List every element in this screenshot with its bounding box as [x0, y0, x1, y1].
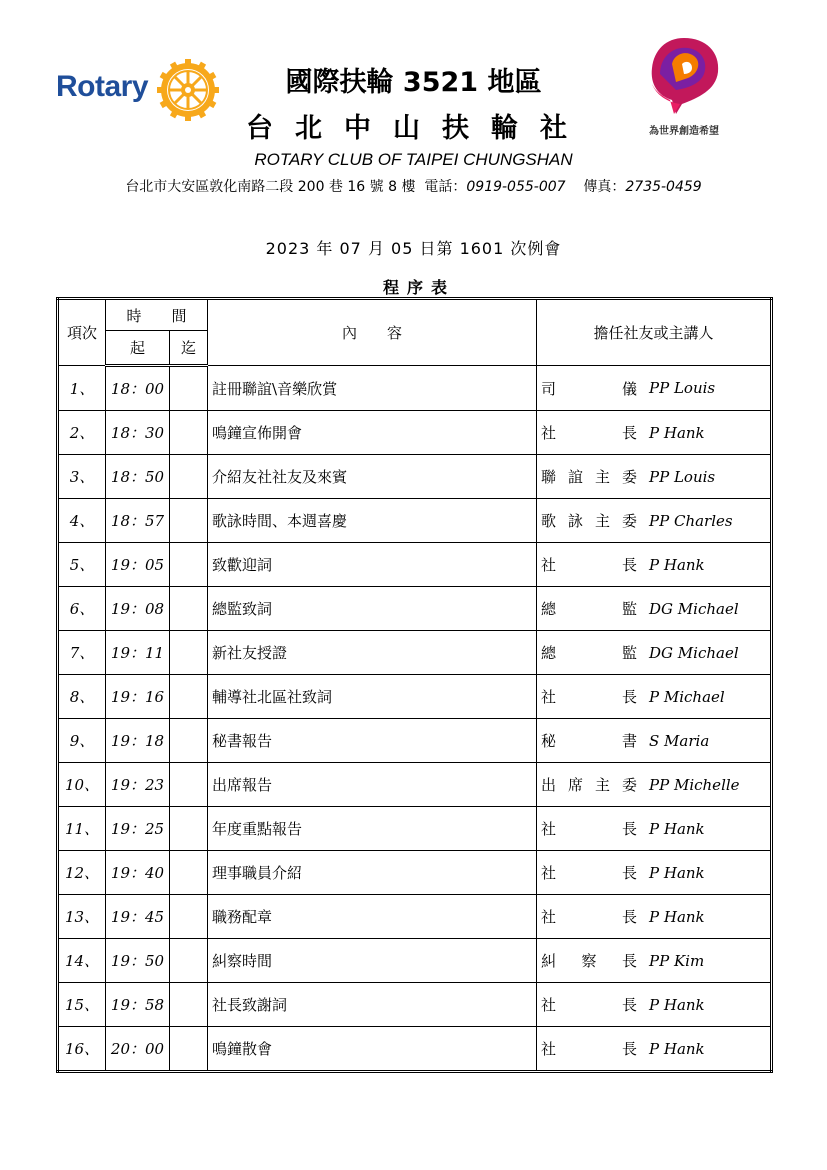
table-row	[58, 983, 772, 1027]
club-title: 台北中山扶輪社	[246, 113, 589, 144]
row-content: 鳴鐘宣佈開會	[208, 411, 537, 455]
phone: 0919-055-007	[466, 179, 566, 195]
row-start-time: 19：50	[106, 939, 170, 983]
row-number: 5、	[58, 543, 106, 587]
row-end-time	[170, 939, 208, 983]
phone-label: 電話：	[424, 179, 467, 195]
row-number: 13、	[58, 895, 106, 939]
row-person: PP Michelle	[649, 775, 740, 794]
row-role: 總監	[541, 600, 638, 618]
table-row	[58, 455, 772, 499]
theme-tagline: 為世界創造希望	[649, 126, 719, 137]
row-role: 總監	[541, 644, 638, 662]
row-start-time: 19：05	[106, 543, 170, 587]
row-role: 聯誼主委	[541, 468, 638, 486]
table-row	[58, 675, 772, 719]
row-content: 註冊聯誼\音樂欣賞	[208, 366, 537, 411]
row-role: 秘書	[541, 732, 638, 750]
fax: 2735-0459	[625, 179, 702, 195]
row-role: 糾察長	[541, 952, 638, 970]
row-role: 出席主委	[541, 776, 638, 794]
fax-label: 傳真：	[583, 179, 626, 195]
row-person: PP Charles	[649, 511, 733, 530]
row-assignee	[537, 587, 772, 631]
row-number: 10、	[58, 763, 106, 807]
row-role: 社長	[541, 424, 638, 442]
row-person: P Hank	[649, 819, 705, 838]
row-person: P Hank	[649, 423, 705, 442]
row-start-time: 19：08	[106, 587, 170, 631]
schedule-rows	[58, 366, 772, 1072]
row-start-time: 19：11	[106, 631, 170, 675]
row-content: 出席報告	[208, 763, 537, 807]
row-number: 1、	[58, 366, 106, 411]
row-end-time	[170, 543, 208, 587]
header-time: 時 間	[106, 299, 208, 331]
row-assignee	[537, 763, 772, 807]
header-no: 項次	[58, 299, 106, 366]
row-person: P Hank	[649, 555, 705, 574]
row-person: P Hank	[649, 1039, 705, 1058]
table-row	[58, 939, 772, 983]
row-assignee	[537, 366, 772, 411]
row-number: 9、	[58, 719, 106, 763]
row-end-time	[170, 895, 208, 939]
row-end-time	[170, 366, 208, 411]
table-row	[58, 543, 772, 587]
row-role: 社長	[541, 864, 638, 882]
row-end-time	[170, 1027, 208, 1072]
row-content: 鳴鐘散會	[208, 1027, 537, 1072]
row-start-time: 19：58	[106, 983, 170, 1027]
table-row	[58, 631, 772, 675]
row-content: 職務配章	[208, 895, 537, 939]
row-start-time: 19：23	[106, 763, 170, 807]
row-content: 歌詠時間、本週喜慶	[208, 499, 537, 543]
row-start-time: 18：00	[106, 366, 170, 411]
row-assignee	[537, 719, 772, 763]
table-row	[58, 366, 772, 411]
row-start-time: 18：30	[106, 411, 170, 455]
row-start-time: 19：25	[106, 807, 170, 851]
row-end-time	[170, 851, 208, 895]
row-number: 14、	[58, 939, 106, 983]
table-row	[58, 719, 772, 763]
row-person: PP Louis	[649, 379, 716, 397]
row-start-time: 19：16	[106, 675, 170, 719]
header-content: 內 容	[208, 299, 537, 366]
schedule-table	[56, 297, 773, 1073]
row-number: 3、	[58, 455, 106, 499]
row-role: 社長	[541, 820, 638, 838]
row-person: P Hank	[649, 863, 705, 882]
row-start-time: 19：40	[106, 851, 170, 895]
row-assignee	[537, 631, 772, 675]
header-end: 迄	[170, 331, 208, 366]
row-content: 總監致詞	[208, 587, 537, 631]
row-end-time	[170, 983, 208, 1027]
row-person: DG Michael	[649, 599, 739, 618]
row-end-time	[170, 807, 208, 851]
row-end-time	[170, 675, 208, 719]
row-assignee	[537, 455, 772, 499]
row-person: P Hank	[649, 995, 705, 1014]
row-number: 7、	[58, 631, 106, 675]
row-number: 4、	[58, 499, 106, 543]
row-assignee	[537, 675, 772, 719]
row-person: S Maria	[649, 731, 710, 750]
table-row	[58, 411, 772, 455]
header-role: 擔任社友或主講人	[537, 299, 772, 366]
row-person: PP Louis	[649, 467, 716, 486]
row-content: 社長致謝詞	[208, 983, 537, 1027]
row-number: 16、	[58, 1027, 106, 1072]
row-person: P Michael	[649, 687, 725, 706]
row-assignee	[537, 895, 772, 939]
row-assignee	[537, 411, 772, 455]
row-role: 社長	[541, 688, 638, 706]
table-row	[58, 1027, 772, 1072]
row-end-time	[170, 763, 208, 807]
row-end-time	[170, 631, 208, 675]
row-role: 社長	[541, 996, 638, 1014]
club-english-name: ROTARY CLUB OF TAIPEI CHUNGSHAN	[254, 150, 573, 169]
table-row	[58, 587, 772, 631]
row-person: DG Michael	[649, 643, 739, 662]
row-end-time	[170, 719, 208, 763]
row-role: 社長	[541, 556, 638, 574]
row-assignee	[537, 1027, 772, 1072]
row-end-time	[170, 455, 208, 499]
row-content: 秘書報告	[208, 719, 537, 763]
row-start-time: 20：00	[106, 1027, 170, 1072]
row-content: 理事職員介紹	[208, 851, 537, 895]
table-row	[58, 499, 772, 543]
table-row	[58, 895, 772, 939]
row-assignee	[537, 851, 772, 895]
row-role: 社長	[541, 1040, 638, 1058]
row-content: 新社友授證	[208, 631, 537, 675]
row-start-time: 18：50	[106, 455, 170, 499]
row-number: 2、	[58, 411, 106, 455]
header-start: 起	[106, 331, 170, 366]
table-row	[58, 763, 772, 807]
row-role: 歌詠主委	[541, 512, 638, 530]
program-title: 程序表	[356, 275, 482, 300]
row-assignee	[537, 939, 772, 983]
row-number: 6、	[58, 587, 106, 631]
row-content: 糾察時間	[208, 939, 537, 983]
row-end-time	[170, 411, 208, 455]
district-title: 國際扶輪 3521 地區	[285, 67, 542, 98]
row-number: 8、	[58, 675, 106, 719]
row-assignee	[537, 983, 772, 1027]
row-content: 致歡迎詞	[208, 543, 537, 587]
row-assignee	[537, 807, 772, 851]
row-content: 輔導社北區社致詞	[208, 675, 537, 719]
table-header-row	[58, 299, 772, 331]
table-row	[58, 807, 772, 851]
contact-line	[0, 176, 827, 196]
row-person: PP Kim	[649, 951, 705, 970]
row-content: 年度重點報告	[208, 807, 537, 851]
row-assignee	[537, 499, 772, 543]
row-role: 社長	[541, 908, 638, 926]
row-start-time: 18：57	[106, 499, 170, 543]
row-role: 司儀	[541, 379, 638, 398]
table-row	[58, 851, 772, 895]
meeting-line: 2023 年 07 月 05 日第 1601 次例會	[265, 239, 562, 258]
row-person: P Hank	[649, 907, 705, 926]
row-content: 介紹友社社友及來賓	[208, 455, 537, 499]
row-start-time: 19：45	[106, 895, 170, 939]
row-end-time	[170, 587, 208, 631]
row-number: 11、	[58, 807, 106, 851]
row-assignee	[537, 543, 772, 587]
row-start-time: 19：18	[106, 719, 170, 763]
address: 台北市大安區敦化南路二段 200 巷 16 號 8 樓	[125, 179, 416, 195]
row-number: 12、	[58, 851, 106, 895]
row-end-time	[170, 499, 208, 543]
rotary-wordmark: Rotary	[56, 70, 149, 103]
row-number: 15、	[58, 983, 106, 1027]
